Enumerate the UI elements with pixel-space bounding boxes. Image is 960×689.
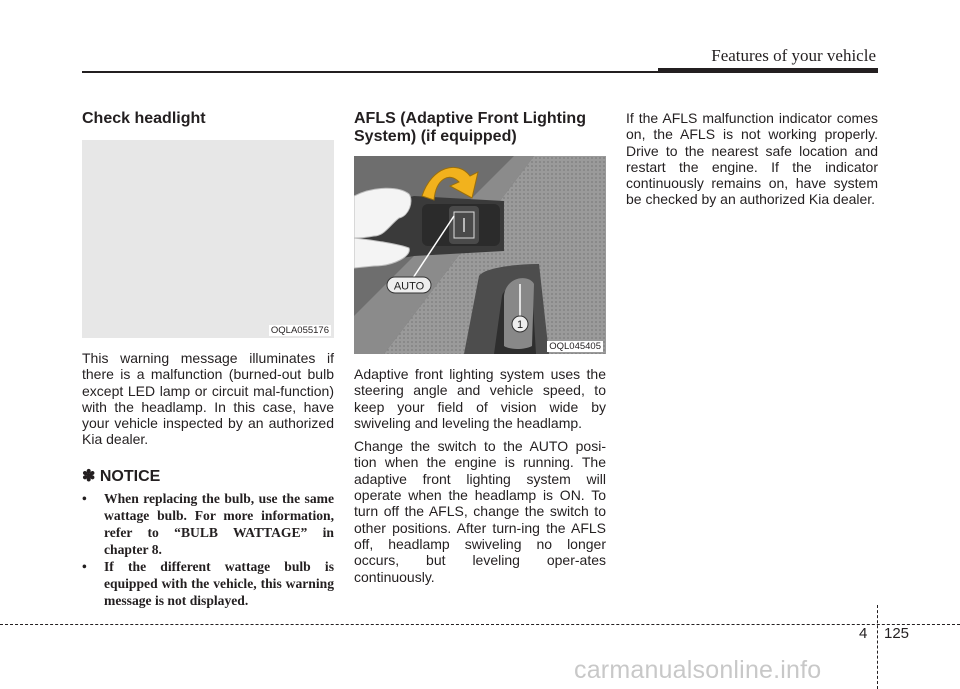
watermark: carmanualsonline.info [574, 656, 822, 684]
figure-afls-switch [354, 156, 606, 354]
light-switch-illustration [354, 156, 606, 354]
paragraph-afls-malfunction: If the AFLS malfunction indicator comes on, the AFLS is not working properly. Drive to the nearest safe location and restart the engine. If the indicator continuously remains on, have system be checked by an authorized Kia dealer. [626, 110, 878, 208]
notice-item: • If the different wattage bulb is equipped with the vehicle, this warning message is not displayed. [82, 558, 334, 609]
asterisk-icon: ✽ [82, 467, 96, 485]
heading-afls: AFLS (Adaptive Front Lighting System) (if equipped) [354, 110, 586, 145]
footer-divider [877, 605, 878, 689]
figure-caption: OQL045405 [549, 341, 601, 352]
notice-list [82, 490, 334, 609]
figure-check-headlight [82, 140, 334, 338]
notice-box [82, 466, 334, 609]
auto-label: AUTO [393, 280, 425, 293]
footer-rule [0, 624, 960, 625]
notice-title: NOTICE [99, 467, 161, 485]
header-rule-accent [658, 68, 878, 73]
column-afls [354, 110, 606, 585]
page-number: 125 [884, 625, 910, 642]
figure-caption: OQLA055176 [270, 325, 329, 336]
column-check-headlight [82, 110, 334, 609]
chapter-number: 4 [859, 625, 868, 642]
paragraph-afls-intro: Adaptive front lighting system uses the steering angle and vehicle speed, to keep your field of vision wide by swiveling and leveling the headlamp. [354, 366, 606, 431]
notice-item: • When replacing the bulb, use the same wattage bulb. For more information, refer to “BULB WATTAGE” in chapter 8. [82, 490, 334, 558]
section-title: Features of your vehicle [711, 46, 876, 65]
paragraph-check-headlight: This warning message illuminates if there is a malfunction (burned-out bulb except LED lamp or circuit mal-function) with the headlamp. In this case, have your vehicle inspected by an authorized Kia dealer. [82, 350, 334, 448]
heading-check-headlight: Check headlight [82, 110, 206, 127]
paragraph-afls-auto: Change the switch to the AUTO posi-tion when the engine is running. The adaptive front lighting system will operate when the headlamp is ON. To turn off the AFLS, change the switch to other positions. After turn-ing the AFLS off, headlamp swiveling no longer occurs, but leveling oper-ates continuously. [354, 438, 606, 585]
notice-heading [82, 466, 334, 486]
callout-number: 1 [516, 319, 524, 331]
column-afls-indicator [626, 110, 878, 208]
